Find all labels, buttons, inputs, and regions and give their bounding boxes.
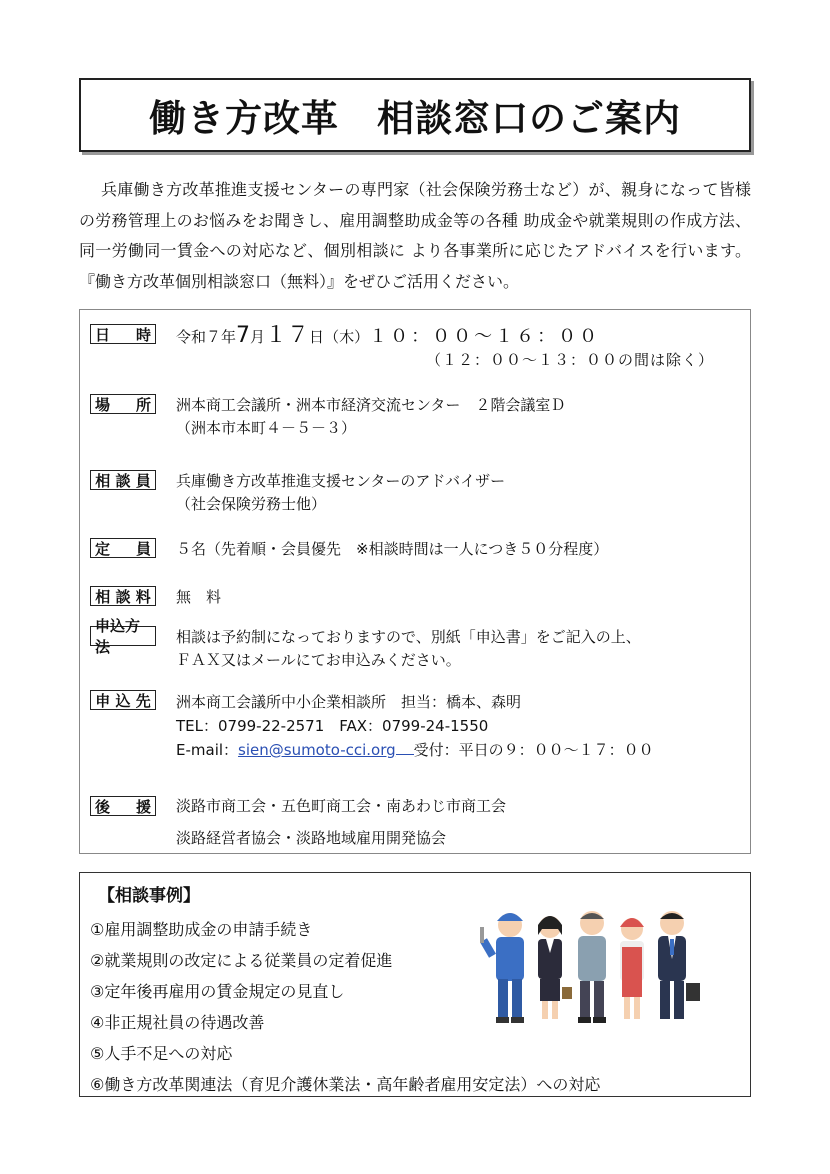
- contact-label: 申 込 先: [90, 690, 156, 710]
- case-item: ④非正規社員の待遇改善: [90, 1013, 265, 1032]
- support-line2: 淡路経営者協会・淡路地域雇用開発協会: [176, 829, 447, 847]
- method-value: [176, 626, 641, 672]
- support-label: [90, 796, 156, 816]
- venue-label: [90, 394, 156, 414]
- schedule-label: [90, 324, 156, 344]
- businessman-figure: [658, 911, 700, 1019]
- cases-title: 【相談事例】: [98, 886, 200, 906]
- contact-line1: 洲本商工会議所中小企業相談所 担当：橋本、森明: [176, 693, 522, 711]
- advisor-line1: 兵庫働き方改革推進支援センターのアドバイザー: [176, 472, 506, 490]
- venue-row: [90, 394, 565, 440]
- schedule-label-b: 時: [135, 325, 151, 344]
- schedule-day: １７: [265, 323, 310, 348]
- contact-email-prefix: E-mail：: [176, 741, 239, 759]
- schedule-weekday: （木）: [324, 328, 370, 346]
- support-row: [90, 796, 506, 854]
- advisor-line2: （社会保険労務士他）: [176, 495, 327, 513]
- case-item: ②就業規則の改定による従業員の定着促進: [90, 951, 393, 970]
- venue-line1: 洲本商工会議所・洲本市経済交流センター ２階会議室Ｄ: [176, 396, 566, 414]
- capacity-label: [90, 538, 156, 558]
- contact-hours: 受付：平日の９：００～１７：００: [413, 741, 654, 759]
- venue-line2: （洲本市本町４－５－３）: [176, 419, 357, 437]
- capacity-label-a: 定: [95, 539, 111, 558]
- title-box: [79, 78, 751, 152]
- schedule-era: 令和７年: [176, 328, 237, 346]
- venue-label-b: 所: [135, 395, 151, 414]
- case-item: ③定年後再雇用の賃金規定の見直し: [90, 982, 345, 1001]
- method-line2: ＦＡＸ又はメールにてお申込みください。: [176, 651, 461, 669]
- method-line1: 相談は予約制になっておりますので、別紙「申込書」をご記入の上、: [176, 628, 641, 646]
- office-woman-figure: [538, 916, 572, 1019]
- schedule-month: 7: [236, 323, 251, 348]
- advisor-value: [176, 470, 505, 516]
- support-label-b: 援: [135, 797, 151, 816]
- venue-value: [176, 394, 565, 440]
- fee-value: 無 料: [176, 588, 222, 606]
- schedule-note: （１２：００～１３：００の間は除く）: [426, 351, 715, 369]
- fee-row: [90, 586, 221, 609]
- case-item: ⑥働き方改革関連法（育児介護休業法・高年齢者雇用安定法）への対応: [90, 1075, 601, 1094]
- case-item: ⑤人手不足への対応: [90, 1044, 233, 1063]
- schedule-label-a: 日: [95, 325, 111, 344]
- contact-email-link[interactable]: sien@sumoto-cci.org: [238, 741, 396, 759]
- advisor-row: [90, 470, 505, 516]
- shop-woman-figure: [620, 918, 644, 1019]
- schedule-value: [176, 324, 714, 372]
- method-row: [90, 617, 641, 672]
- contact-tel-fax: TEL：0799-22-2571 FAX：0799-24-1550: [176, 717, 489, 735]
- contact-value: [176, 690, 654, 762]
- capacity-label-b: 員: [135, 539, 151, 558]
- support-line1: 淡路市商工会・五色町商工会・南あわじ市商工会: [176, 797, 507, 815]
- workers-illustration: [480, 903, 710, 1028]
- case-item: ①雇用調整助成金の申請手続き: [90, 920, 313, 939]
- capacity-value: ５名（先着順・会員優先 ※相談時間は一人につき５０分程度）: [176, 540, 609, 558]
- mechanic-figure: [480, 913, 524, 1023]
- venue-label-a: 場: [95, 395, 111, 414]
- support-value: [176, 790, 506, 854]
- intro-paragraph: 兵庫働き方改革推進支援センターの専門家（社会保険労務士など）が、親身になって皆様の労務管理上のお悩みをお聞きし、雇用調整助成金等の各種 助成金や就業規則の作成方法、同一労働同一賃金への対応など、個別相談に より各事業所に応じたアドバイスを行います。『働き方改革個別相談窓口（無料）』をぜひご活用ください。: [79, 180, 751, 291]
- schedule-row: [90, 324, 714, 372]
- contact-row: [90, 690, 654, 762]
- info-box: [79, 309, 751, 854]
- cases-box: [79, 872, 751, 1097]
- schedule-day-unit: 日: [309, 328, 325, 346]
- support-label-a: 後: [95, 797, 111, 816]
- senior-worker-figure: [578, 911, 606, 1023]
- page-title: 働き方改革 相談窓口のご案内: [149, 97, 681, 140]
- capacity-row: [90, 538, 608, 561]
- schedule-month-unit: 月: [250, 328, 266, 346]
- schedule-time: １０：００～１６：００: [369, 326, 601, 347]
- fee-label: 相 談 料: [90, 586, 156, 606]
- advisor-label: 相 談 員: [90, 470, 156, 490]
- method-label: 申込方法: [90, 626, 156, 646]
